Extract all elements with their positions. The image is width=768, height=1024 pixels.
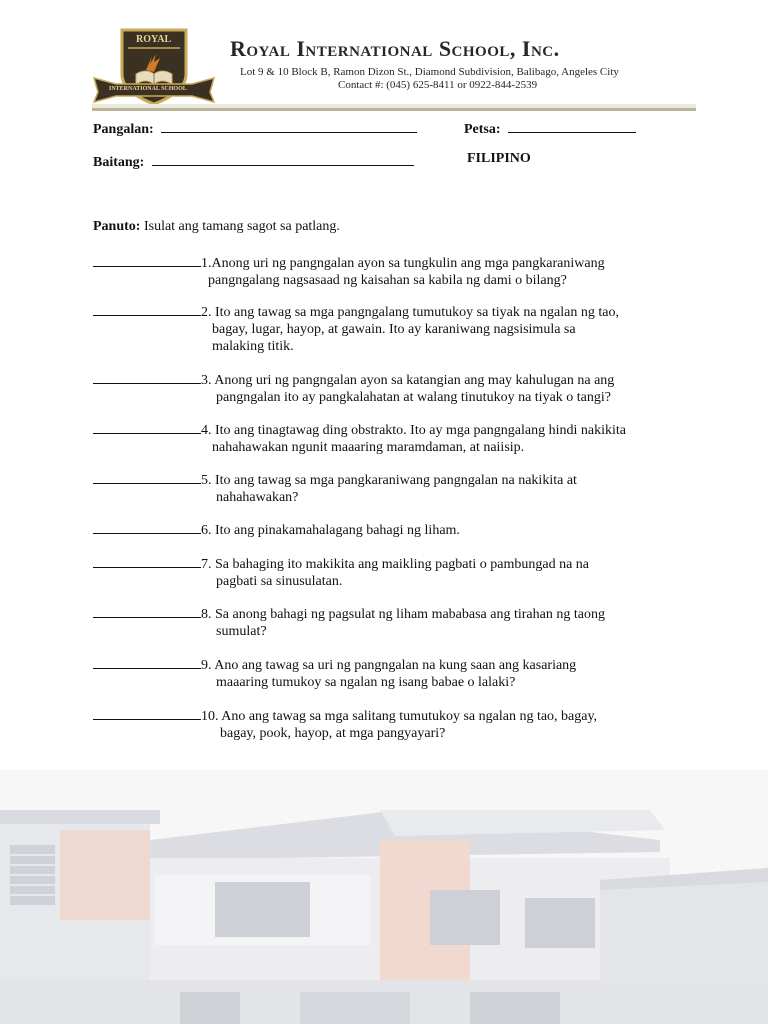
question-item <box>93 706 597 742</box>
question-text-cont: nahahawakan? <box>216 490 299 505</box>
question-item <box>93 302 619 355</box>
grade-label: Baitang: <box>93 155 145 170</box>
grade-field <box>93 151 414 171</box>
question-text: 1.Anong uri ng pangngalan ayon sa tungkulin ang mga pangkaraniwang <box>201 256 605 271</box>
question-text-cont: pangngalan ito ay pangkalahatan at walang tinutukoy na tiyak o tangi? <box>216 390 611 405</box>
name-blank[interactable] <box>161 118 417 133</box>
question-text-cont: bagay, pook, hayop, at mga pangyayari? <box>220 726 446 741</box>
question-text-cont: bagay, lugar, hayop, at gawain. Ito ay karaniwang nagsisimula sa <box>212 322 576 337</box>
question-text: 7. Sa bahaging ito makikita ang maikling pagbati o pambungad na na <box>201 557 590 572</box>
question-text: 8. Sa anong bahagi ng pagsulat ng liham mababasa ang tirahan ng taong <box>201 607 605 622</box>
instructions-text: Isulat ang tamang sagot sa patlang. <box>140 219 340 234</box>
name-field <box>93 118 417 138</box>
question-text: 4. Ito ang tinagtawag ding obstrakto. Ito ay mga pangngalang hindi nakikita <box>201 423 626 438</box>
instructions <box>93 219 340 235</box>
answer-blank[interactable] <box>93 706 201 720</box>
question-item <box>93 520 460 539</box>
logo-ribbon-text: INTERNATIONAL SCHOOL <box>109 86 187 92</box>
logo-top-text: ROYAL <box>136 34 172 45</box>
question-text-cont: sumulat? <box>216 624 267 639</box>
grade-blank[interactable] <box>152 151 414 166</box>
answer-blank[interactable] <box>93 655 201 669</box>
answer-blank[interactable] <box>93 370 201 384</box>
answer-blank[interactable] <box>93 554 201 568</box>
answer-blank[interactable] <box>93 302 201 316</box>
date-blank[interactable] <box>508 118 636 133</box>
question-text: 10. Ano ang tawag sa mga salitang tumutukoy sa ngalan ng tao, bagay, <box>201 709 598 724</box>
question-text-cont: nahahawakan ngunit maaaring maramdaman, at naiisip. <box>212 440 525 455</box>
instructions-label: Panuto: <box>93 219 141 234</box>
question-text: 6. Ito ang pinakamahalagang bahagi ng liham. <box>201 523 460 538</box>
question-item <box>93 470 577 506</box>
school-header <box>92 26 696 112</box>
question-item <box>93 420 626 456</box>
answer-blank[interactable] <box>93 253 201 267</box>
question-item <box>93 554 589 590</box>
answer-blank[interactable] <box>93 470 201 484</box>
question-text: 9. Ano ang tawag sa uri ng pangngalan na kung saan ang kasariang <box>201 658 577 673</box>
header-divider <box>92 108 696 111</box>
answer-blank[interactable] <box>93 420 201 434</box>
question-item <box>93 655 576 691</box>
school-contact: Contact #: (045) 625-8411 or 0922-844-2539 <box>338 79 538 91</box>
question-text-cont: pangngalang nagsasaad ng kaisahan sa kabila ng dami o bilang? <box>208 273 567 288</box>
date-field <box>464 118 636 138</box>
school-name: Royal International School, Inc. <box>230 36 560 61</box>
question-text: 2. Ito ang tawag sa mga pangngalang tumutukoy sa tiyak na ngalan ng tao, <box>201 305 619 320</box>
date-label: Petsa: <box>464 122 501 137</box>
answer-blank[interactable] <box>93 604 201 618</box>
name-label: Pangalan: <box>93 122 154 137</box>
question-item <box>93 604 605 640</box>
school-building-watermark <box>0 770 768 1024</box>
subject-title: FILIPINO <box>467 151 531 166</box>
question-text: 5. Ito ang tawag sa mga pangkaraniwang pangngalan na nakikita at <box>201 473 577 488</box>
answer-blank[interactable] <box>93 520 201 534</box>
question-text-cont: maaaring tumukoy sa ngalan ng isang babae o lalaki? <box>216 675 516 690</box>
question-item <box>93 253 605 289</box>
question-text-cont: pagbati sa sinusulatan. <box>216 574 343 589</box>
school-address: Lot 9 & 10 Block B, Ramon Dizon St., Diamond Subdivision, Balibago, Angeles City <box>240 66 619 78</box>
question-text: 3. Anong uri ng pangngalan ayon sa katangian ang may kahulugan na ang <box>201 373 615 388</box>
question-text-cont: malaking titik. <box>212 339 294 354</box>
question-item <box>93 370 614 406</box>
